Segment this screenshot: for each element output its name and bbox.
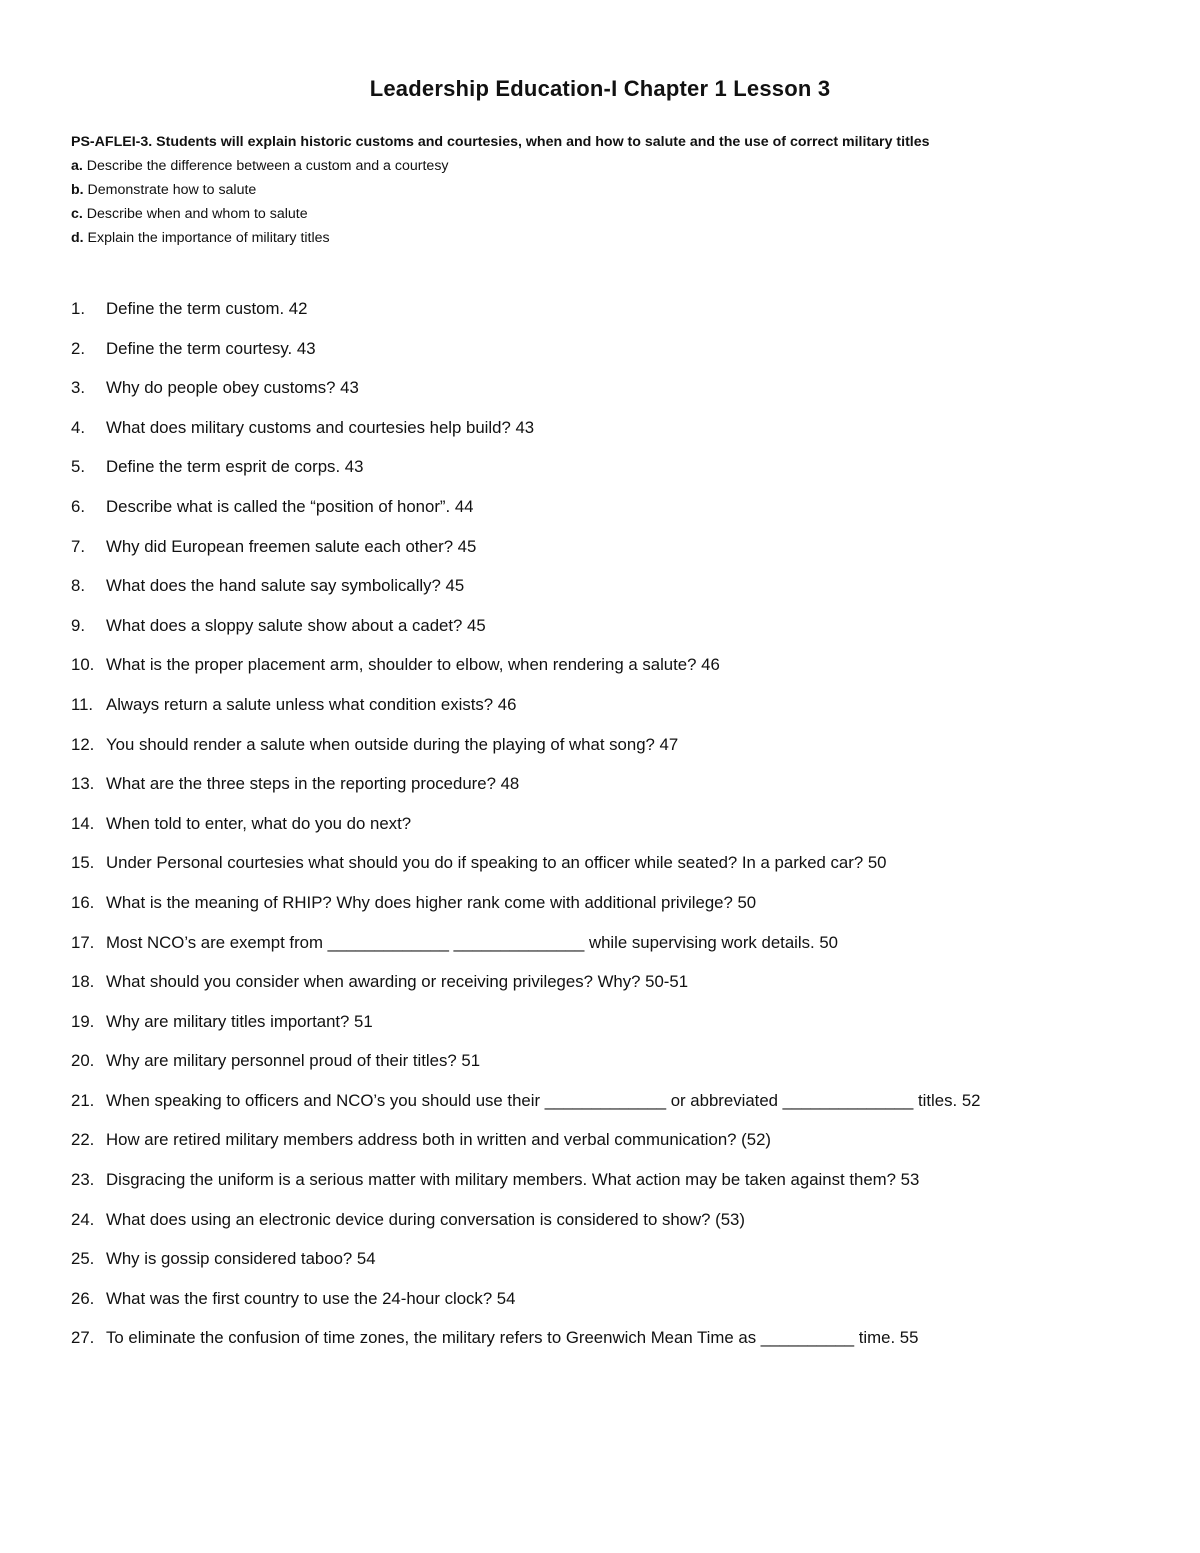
question-text: When told to enter, what do you do next? bbox=[106, 813, 412, 833]
question-number: 2. bbox=[71, 338, 85, 358]
question-item bbox=[71, 494, 1171, 534]
question-number: 18. bbox=[71, 972, 95, 992]
question-text: Disgracing the uniform is a serious matter with military members. What action may be taken against them? 53 bbox=[106, 1170, 920, 1190]
question-text: When speaking to officers and NCO’s you should use their _____________ or abbreviated ______________ titles. 52 bbox=[106, 1090, 981, 1110]
question-text: Why is gossip considered taboo? 54 bbox=[106, 1249, 376, 1269]
question-number: 19. bbox=[71, 1011, 95, 1031]
question-number: 9. bbox=[71, 615, 85, 635]
question-text: To eliminate the confusion of time zones, the military refers to Greenwich Mean Time as __________ time. 55 bbox=[106, 1328, 919, 1348]
question-item bbox=[71, 336, 1171, 376]
question-number: 3. bbox=[71, 378, 85, 398]
question-number: 17. bbox=[71, 932, 95, 952]
question-text: What does a sloppy salute show about a cadet? 45 bbox=[106, 615, 486, 635]
question-text: Define the term courtesy. 43 bbox=[106, 338, 316, 358]
question-item bbox=[71, 1167, 1171, 1207]
objective-letter: d. bbox=[71, 230, 84, 246]
question-number: 25. bbox=[71, 1249, 95, 1269]
question-list bbox=[71, 296, 1171, 1365]
question-item bbox=[71, 1127, 1171, 1167]
page-title: Leadership Education-I Chapter 1 Lesson 3 bbox=[369, 76, 831, 101]
question-number: 1. bbox=[71, 299, 85, 318]
question-number: 13. bbox=[71, 774, 95, 794]
question-item bbox=[71, 1207, 1171, 1247]
question-item bbox=[71, 1009, 1171, 1049]
question-number: 11. bbox=[71, 694, 94, 714]
question-item bbox=[71, 811, 1171, 851]
question-text: Under Personal courtesies what should you do if speaking to an officer while seated? In a parked car? 50 bbox=[106, 853, 887, 873]
question-item bbox=[71, 771, 1171, 811]
objective-text: Describe when and whom to salute bbox=[82, 206, 308, 222]
question-number: 23. bbox=[71, 1170, 95, 1190]
question-item bbox=[71, 1286, 1171, 1326]
question-text: What should you consider when awarding or receiving privileges? Why? 50-51 bbox=[106, 972, 689, 992]
question-item bbox=[71, 573, 1171, 613]
question-item bbox=[71, 454, 1171, 494]
question-text: Always return a salute unless what condition exists? 46 bbox=[106, 694, 517, 714]
question-number: 4. bbox=[71, 417, 85, 437]
question-number: 8. bbox=[71, 576, 85, 596]
question-text: What was the first country to use the 24-hour clock? 54 bbox=[106, 1288, 516, 1308]
question-text: Define the term esprit de corps. 43 bbox=[106, 457, 364, 477]
question-item bbox=[71, 850, 1171, 890]
standard-statement: PS-AFLEI-3. Students will explain historic customs and courtesies, when and how to salute and the use of correct military titles bbox=[71, 134, 930, 150]
question-item bbox=[71, 930, 1171, 970]
question-number: 27. bbox=[71, 1328, 95, 1348]
objective-text: Demonstrate how to salute bbox=[83, 182, 257, 198]
objective-b bbox=[71, 178, 1161, 202]
question-number: 7. bbox=[71, 536, 85, 556]
question-item bbox=[71, 692, 1171, 732]
question-item bbox=[71, 613, 1171, 653]
question-text: Why did European freemen salute each other? 45 bbox=[106, 536, 477, 556]
question-text: Why are military titles important? 51 bbox=[106, 1011, 373, 1031]
question-text: Describe what is called the “position of honor”. 44 bbox=[106, 496, 474, 516]
question-number: 24. bbox=[71, 1209, 95, 1229]
question-text: What are the three steps in the reporting procedure? 48 bbox=[106, 774, 520, 794]
question-item bbox=[71, 1246, 1171, 1286]
question-text: Why are military personnel proud of their titles? 51 bbox=[106, 1051, 481, 1071]
question-text: What does military customs and courtesies help build? 43 bbox=[106, 417, 535, 437]
learning-standard bbox=[71, 130, 1161, 250]
question-number: 15. bbox=[71, 853, 95, 873]
question-text: You should render a salute when outside during the playing of what song? 47 bbox=[106, 734, 679, 754]
objective-letter: b. bbox=[71, 182, 84, 198]
question-text: What is the meaning of RHIP? Why does higher rank come with additional privilege? 50 bbox=[106, 892, 757, 912]
question-text: Why do people obey customs? 43 bbox=[106, 378, 359, 398]
question-item bbox=[71, 375, 1171, 415]
objective-d bbox=[71, 226, 1161, 250]
question-number: 10. bbox=[71, 655, 95, 675]
question-item bbox=[71, 1048, 1171, 1088]
objective-letter: c. bbox=[71, 206, 83, 222]
question-text: Define the term custom. 42 bbox=[106, 299, 308, 318]
question-item bbox=[71, 415, 1171, 455]
question-number: 12. bbox=[71, 734, 95, 754]
question-item bbox=[71, 1088, 1171, 1128]
question-number: 22. bbox=[71, 1130, 95, 1150]
question-number: 5. bbox=[71, 457, 85, 477]
question-text: What is the proper placement arm, shoulder to elbow, when rendering a salute? 46 bbox=[106, 655, 720, 675]
objective-letter: a. bbox=[71, 158, 83, 174]
question-number: 6. bbox=[71, 496, 85, 516]
question-item bbox=[71, 890, 1171, 930]
question-item bbox=[71, 296, 1171, 336]
objective-a bbox=[71, 154, 1161, 178]
question-item bbox=[71, 732, 1171, 772]
question-number: 14. bbox=[71, 813, 95, 833]
question-item bbox=[71, 652, 1171, 692]
objective-text: Describe the difference between a custom and a courtesy bbox=[82, 158, 449, 174]
question-text: What does using an electronic device during conversation is considered to show? (53) bbox=[106, 1209, 745, 1229]
question-number: 16. bbox=[71, 892, 95, 912]
question-text: Most NCO’s are exempt from _____________ ______________ while supervising work details. 50 bbox=[106, 932, 838, 952]
objective-text: Explain the importance of military titles bbox=[83, 230, 330, 246]
objective-c bbox=[71, 202, 1161, 226]
question-text: What does the hand salute say symbolically? 45 bbox=[106, 576, 465, 596]
question-item bbox=[71, 1325, 1171, 1365]
question-number: 26. bbox=[71, 1288, 95, 1308]
question-number: 20. bbox=[71, 1051, 95, 1071]
question-item bbox=[71, 534, 1171, 574]
question-item bbox=[71, 969, 1171, 1009]
question-number: 21. bbox=[71, 1090, 95, 1110]
question-text: How are retired military members address both in written and verbal communication? (52) bbox=[106, 1130, 771, 1150]
